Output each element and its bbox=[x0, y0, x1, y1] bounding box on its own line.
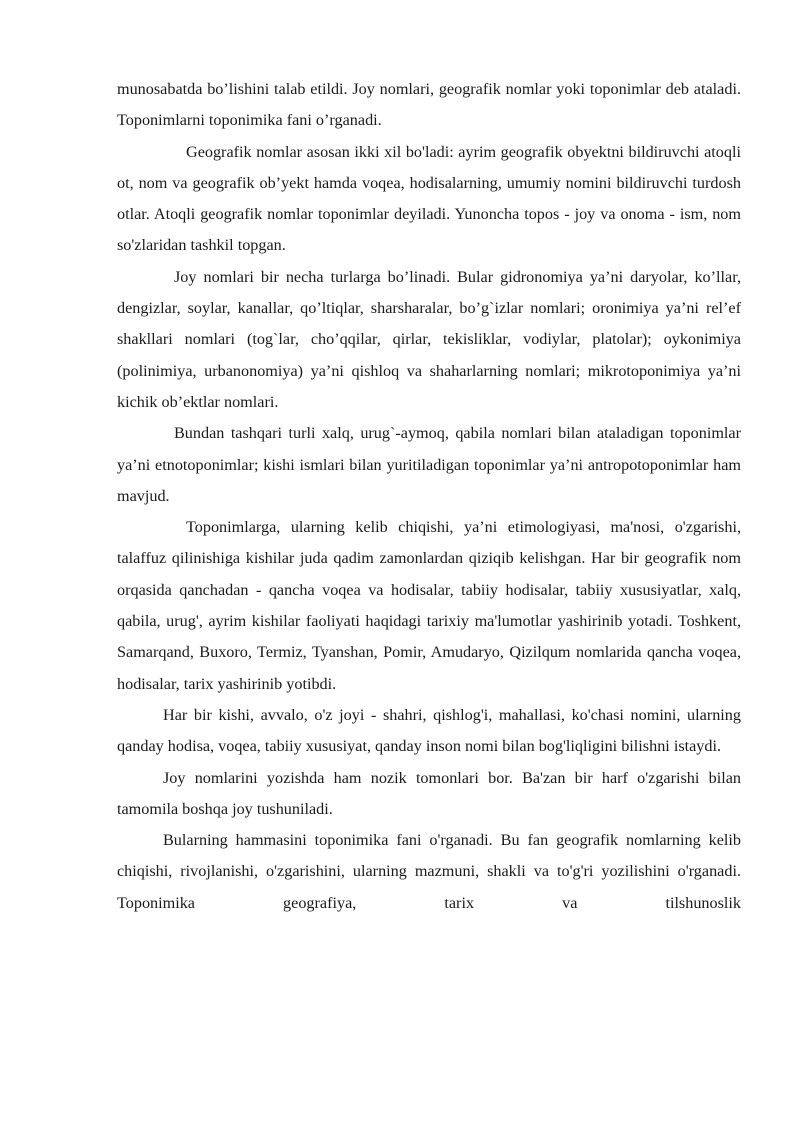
paragraph-5: Toponimlarga, ularning kelib chiqishi, ya’ni etimologiyasi, ma'nosi, o'zgarishi, talaffuz qilinishiga kishilar juda qadim zamonlardan qiziqib kelishgan. Har bir geografik nom orqasida qanchadan - qancha voqea va hodisalar, tabiiy hodisalar, tabiiy xususiyatlar, xalq, qabila, urug', ayrim kishilar faoliyati haqidagi tarixiy ma'lumotlar yashirinib yotadi. Toshkent, Samarqand, Buxoro, Termiz, Tyanshan, Pomir, Amudaryo, Qizilqum nomlarida qancha voqea, hodisalar, tarix yashirinib yotibdi. bbox=[117, 518, 741, 693]
paragraph-3: Joy nomlari bir necha turlarga bo’linadi. Bular gidronomiya ya’ni daryolar, ko’llar, dengizlar, soylar, kanallar, qo’ltiqlar, sharsharalar, bo’g`izlar nomlari; oronimiya ya’ni rel’ef shakllari nomlari (tog`lar, cho’qqilar, qirlar, tekisliklar, vodiylar, platolar); oykonimiya (polinimiya, urbanonomiya) ya’ni qishloq va shaharlarning nomlari; mikrotoponimiya ya’ni kichik ob’ektlar nomlari. bbox=[117, 267, 741, 411]
paragraph-1: munosabatda bo’lishini talab etildi. Joy nomlari, geografik nomlar yoki toponimlar deb ataladi. Toponimlarni toponimika fani o’rganadi. bbox=[117, 80, 741, 130]
paragraph-7: Joy nomlarini yozishda ham nozik tomonlari bor. Ba'zan bir harf o'zgarishi bilan tamomila boshqa joy tushuniladi. bbox=[117, 768, 741, 818]
paragraph-6: Har bir kishi, avvalo, o'z joyi - shahri, qishlog'i, mahallasi, ko'chasi nomini, ularning qanday hodisa, voqea, tabiiy xususiyat, qanday inson nomi bilan bog'liqligini bilishni istaydi. bbox=[117, 705, 741, 756]
paragraph-4: Bundan tashqari turli xalq, urug`-aymoq, qabila nomlari bilan ataladigan toponimlar ya’ni etnotoponimlar; kishi ismlari bilan yuritiladigan toponimlar ya’ni antropotoponimlar ham mavjud. bbox=[117, 424, 741, 505]
paragraph-8: Bularning hammasini toponimika fani o'rganadi. Bu fan geografik nomlarning kelib chiqishi, rivojlanishi, o'zgarishini, ularning mazmuni, shakli va to'g'ri yozilishini o'rganadi. Toponimika geografiya, tarix va tilshunoslik bbox=[117, 831, 741, 912]
paragraph-2: Geografik nomlar asosan ikki xil bo'ladi: ayrim geografik obyektni bildiruvchi atoqli ot, nom va geografik ob’yekt hamda voqea, hodisalarning, umumiy nomini bildiruvchi turdosh otlar. Atoqli geografik nomlar toponimlar deyiladi. Yunoncha topos - joy va onoma - ism, nom so'zlaridan tashkil topgan. bbox=[117, 142, 741, 255]
document-body bbox=[117, 74, 741, 919]
